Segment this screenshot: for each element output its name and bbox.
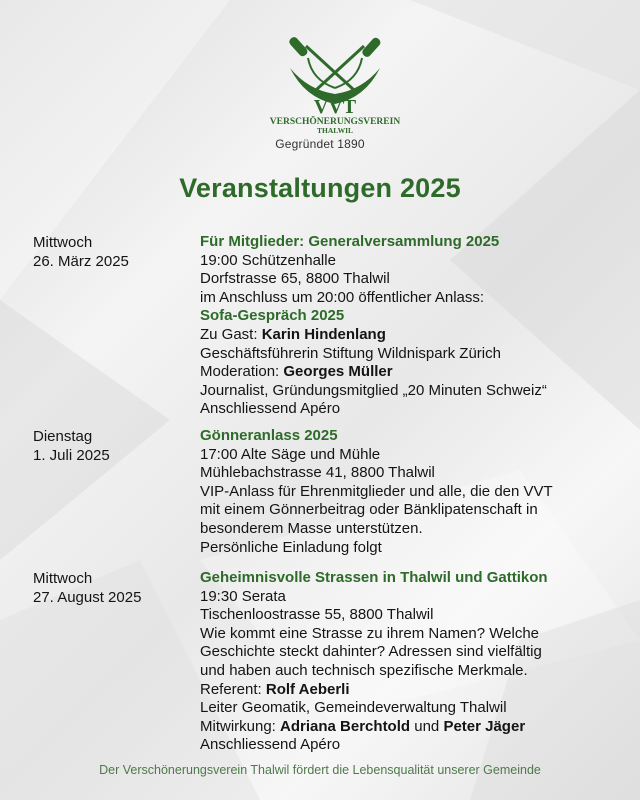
event-address: Tischenloostrasse 55, 8800 Thalwil [200,606,434,624]
event-description-line: und haben auch technisch spezifische Merkmale. [200,661,528,679]
event-guest-role: Geschäftsführerin Stiftung Wildnispark Zürich [200,344,501,362]
event-guest [200,326,600,345]
founded-line: Gegründet 1890 [275,137,365,151]
moderation-name: Georges Müller [283,363,393,381]
event-date-text: 26. März 2025 [33,253,129,270]
event-date [33,569,141,607]
logo-monogram: VVT [313,96,357,118]
event-closing: Anschliessend Apéro [200,736,341,754]
event-time-place: 19:00 Schützenhalle [200,251,336,269]
event-speaker-role: Leiter Geomatik, Gemeindeverwaltung Thalwil [200,699,507,717]
guest-label: Zu Gast: [200,325,262,343]
event-time-place: 19:30 Serata [200,587,286,605]
event-closing: Persönliche Einladung folgt [200,538,382,556]
event-description-line: Geschichte steckt dahinter? Adressen sind vielfältig [200,643,542,661]
logo-text-thalwil: THALWIL [317,126,353,135]
event-details [200,233,600,419]
vvt-logo [250,28,420,138]
page-title: Veranstaltungen 2025 [179,173,461,203]
event-address: Dorfstrasse 65, 8800 Thalwil [200,270,390,288]
event-details [200,569,600,755]
event-weekday: Dienstag [33,428,93,445]
event-weekday: Mittwoch [33,570,93,587]
logo-text-verein: VERSCHÖNERUNGSVEREIN [269,117,401,127]
event-description-line: VIP-Anlass für Ehrenmitglieder und alle, die den VVT [200,482,553,500]
event-date [33,233,129,271]
event-subheading: Sofa-Gespräch 2025 [200,307,345,325]
speaker-label: Referent: [200,680,266,698]
participation-label: Mitwirkung: [200,717,281,735]
event-note: im Anschluss um 20:00 öffentlicher Anlass: [200,288,485,306]
participation-and: und [410,717,444,735]
event-date [33,427,110,465]
event-moderation [200,363,600,382]
event-description-line: mit einem Gönnerbeitrag oder Bänklipatenschaft in [200,501,538,519]
event-heading: Geheimnisvolle Strassen in Thalwil und Gattikon [200,569,548,586]
footer-slogan: Der Verschönerungsverein Thalwil fördert die Lebensqualität unserer Gemeinde [99,763,541,777]
participant-name: Peter Jäger [443,717,526,735]
event-address: Mühlebachstrasse 41, 8800 Thalwil [200,464,435,482]
speaker-name: Rolf Aeberli [265,680,350,698]
event-heading: Für Mitglieder: Generalversammlung 2025 [200,233,500,250]
guest-name: Karin Hindenlang [261,325,386,343]
event-heading: Gönneranlass 2025 [200,427,338,444]
event-description-line: Wie kommt eine Strasse zu ihrem Namen? Welche [200,624,540,642]
event-time-place: 17:00 Alte Säge und Mühle [200,445,381,463]
event-speaker [200,681,600,700]
participant-name: Adriana Berchtold [280,717,411,735]
event-closing: Anschliessend Apéro [200,400,341,418]
event-description-line: besonderem Masse unterstützen. [200,519,423,537]
event-date-text: 1. Juli 2025 [33,447,110,464]
moderation-label: Moderation: [200,363,284,381]
event-weekday: Mittwoch [33,234,93,251]
event-details [200,427,600,557]
event-participation [200,718,600,737]
event-date-text: 27. August 2025 [33,589,142,606]
event-moderation-role: Journalist, Gründungsmitglied „20 Minuten Schweiz“ [200,381,547,399]
